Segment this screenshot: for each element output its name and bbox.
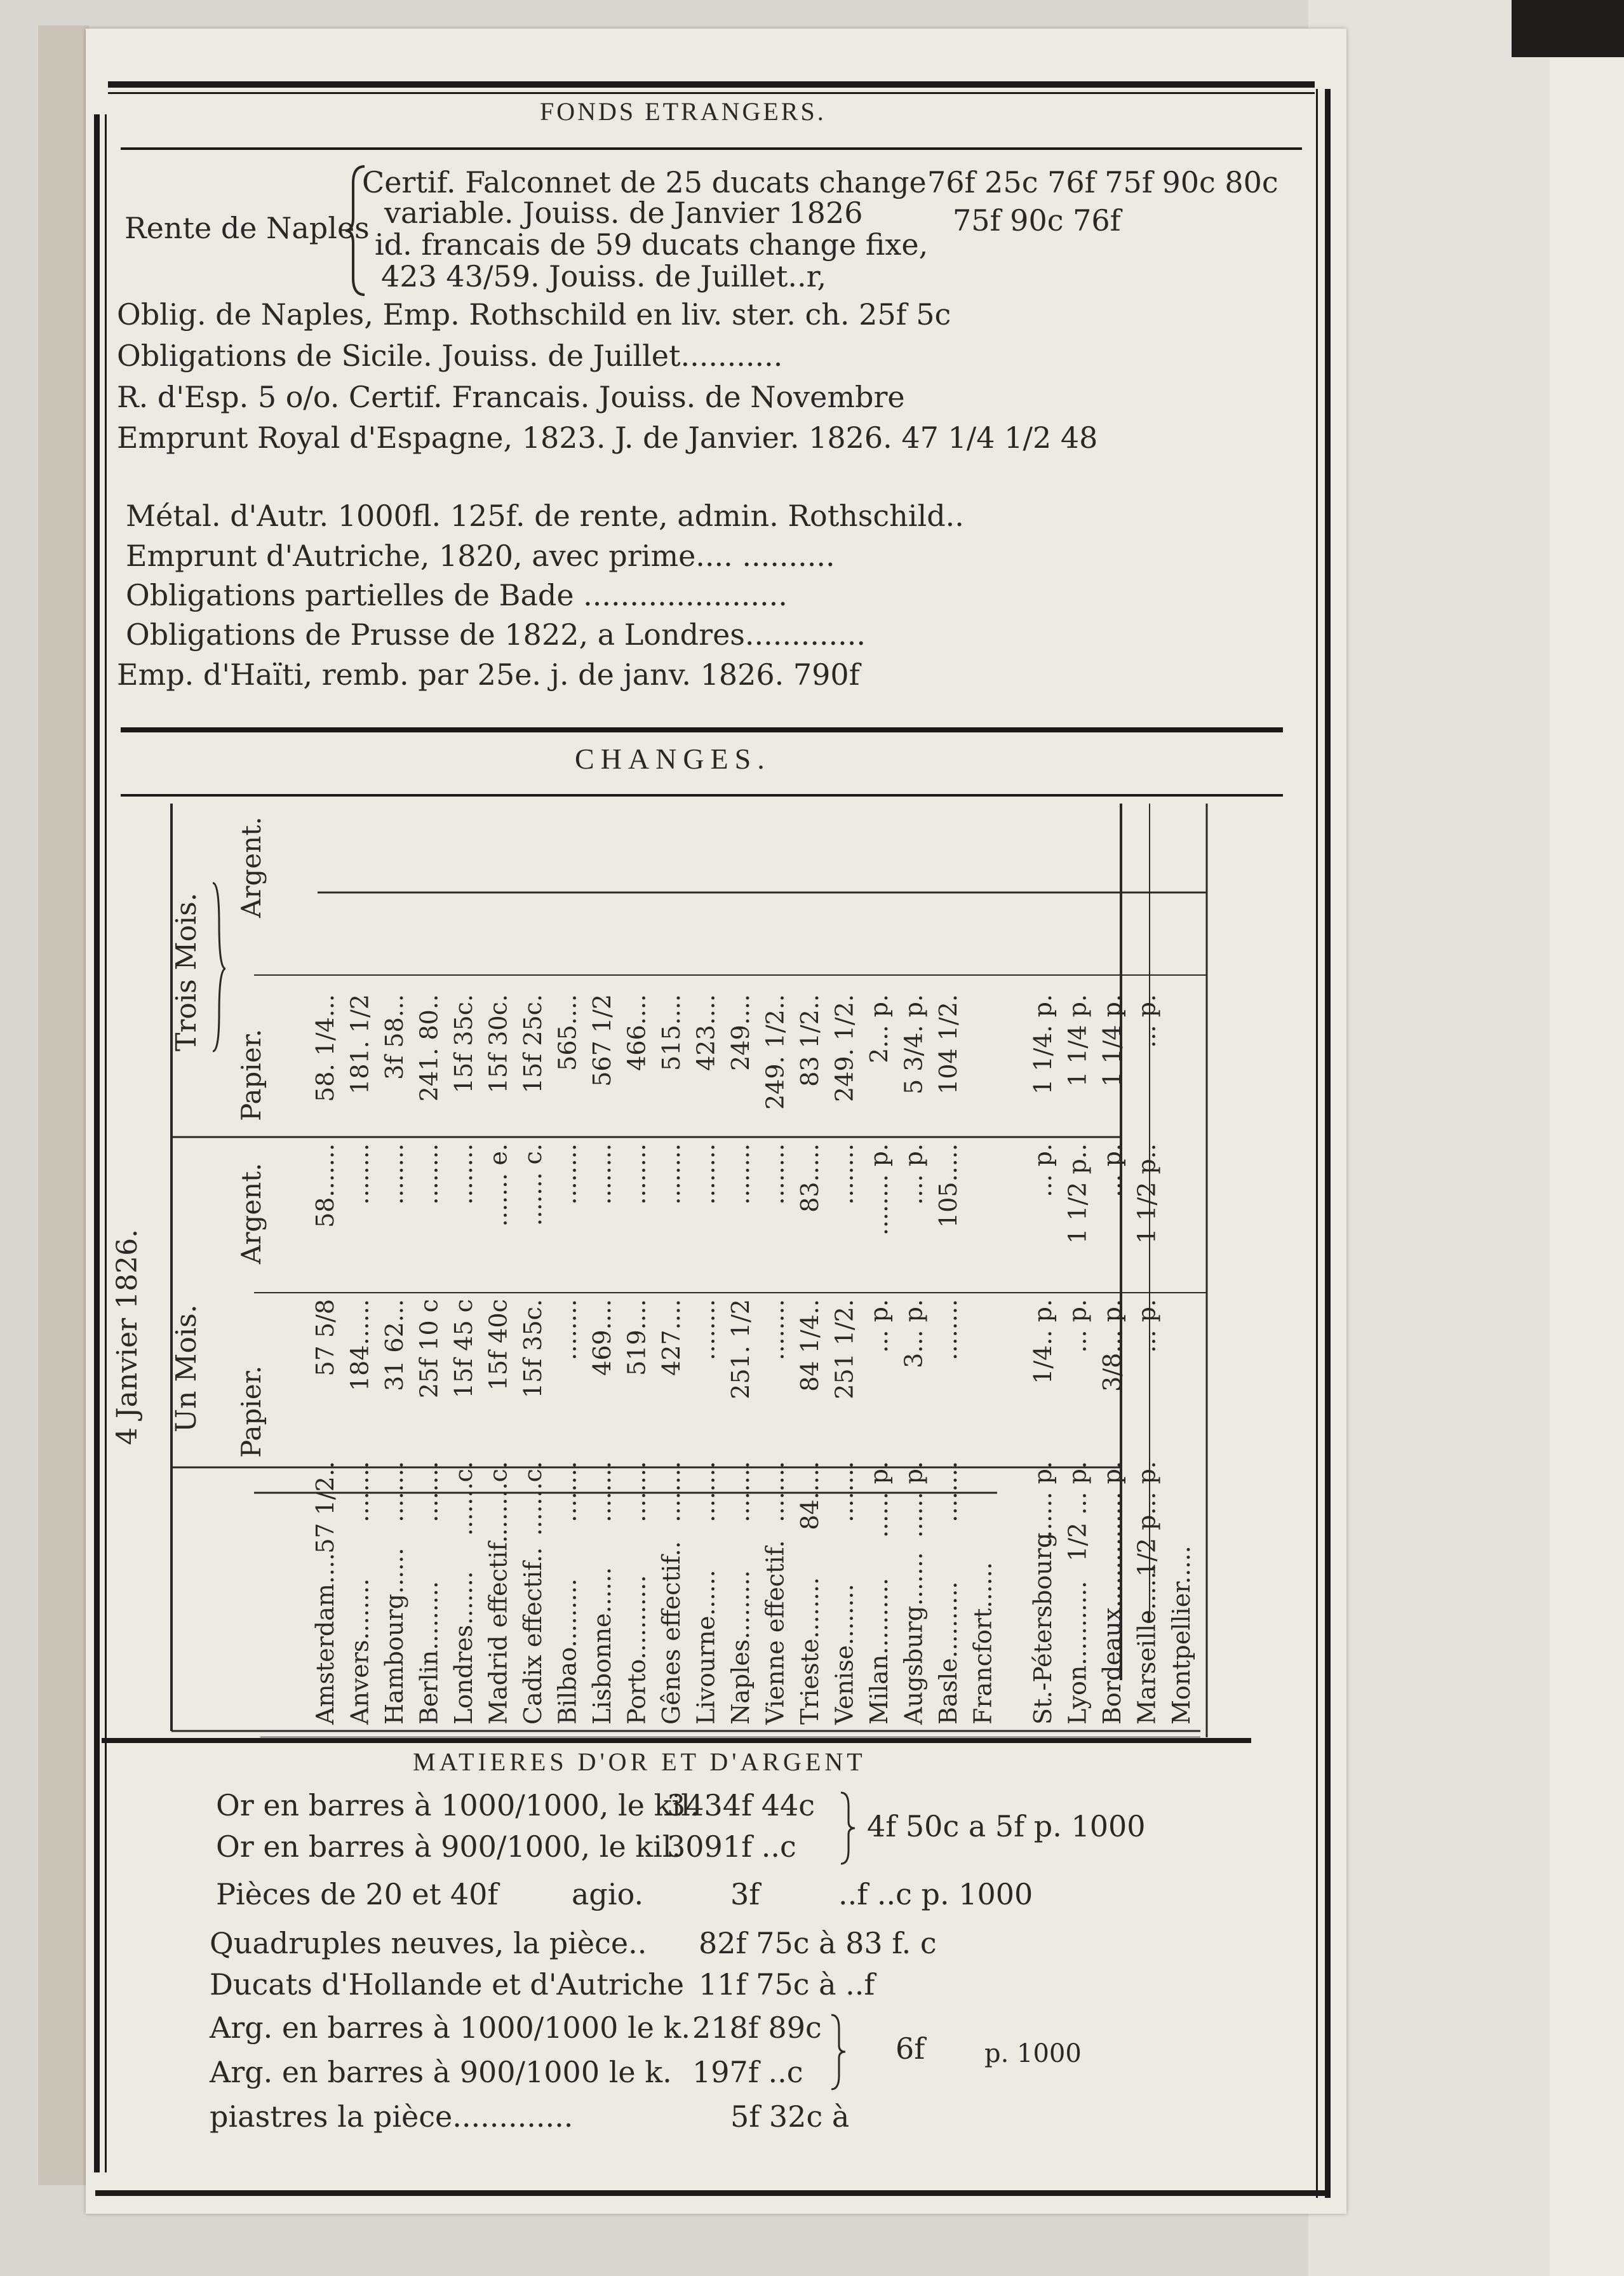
un-argent-value: 84 1/4.. — [796, 1299, 824, 1392]
un-papier-value: ....... p. — [1029, 1461, 1057, 1546]
un-argent-value: 184...... — [346, 1299, 374, 1392]
un-argent-value: 251 1/2. — [830, 1299, 859, 1399]
mat-row-8-price: 5f 32c à — [730, 2099, 850, 2134]
trois-argent-value: 249.... — [727, 994, 755, 1071]
trois-papier-value: ........ — [450, 1143, 478, 1205]
mat-row-7-price: 197f ..c — [692, 2055, 803, 2089]
trois-argent-value: 2... p. — [865, 994, 893, 1063]
city-label: Francfort...... — [969, 1562, 997, 1725]
un-argent-value: ... p. — [1063, 1299, 1092, 1353]
un-papier-value: ........ — [934, 1461, 962, 1523]
trois-papier-value: ........ — [588, 1143, 616, 1205]
fonds-line-6: Emprunt d'Autriche, 1820, avec prime.... .......... — [126, 539, 835, 573]
trois-argent-value: 83 1/2.. — [796, 994, 824, 1087]
un-papier-value: ........ — [553, 1461, 582, 1523]
mat-brace-2-b: p. 1000 — [984, 2039, 1082, 2068]
un-argent-value: ... p. — [1132, 1299, 1161, 1353]
adjacent-page-edge — [1550, 57, 1624, 2276]
trois-papier-value: .... p. — [899, 1143, 928, 1205]
un-argent-column — [311, 1299, 1161, 1399]
fonds-line-2: Obligations de Sicile. Jouiss. de Juillet........... — [117, 339, 783, 373]
un-argent-value: 15f 40c — [484, 1299, 513, 1391]
fonds-line-9: Emp. d'Haïti, remb. par 25e. j. de janv. 1826. 790f — [117, 657, 860, 692]
mat-row-3-price: 3f — [730, 1877, 760, 1911]
city-label: Basle.......... — [934, 1581, 962, 1725]
rente-price-1: 76f 25c 76f 75f 90c 80c — [927, 165, 1278, 199]
trois-papier-value: ........ — [692, 1143, 720, 1205]
changes-date: 4 Janvier 1826. — [111, 1229, 144, 1445]
changes-title: CHANGES. — [575, 743, 771, 775]
fonds-title: FONDS ETRANGERS. — [540, 97, 826, 126]
trois-argent-value: 15f 30c. — [484, 994, 513, 1094]
un-argent-value: 469.... — [588, 1299, 616, 1376]
un-argent-value: ........ — [934, 1299, 962, 1361]
trois-papier-value: ........ — [830, 1143, 859, 1205]
group-trois: Trois Mois. — [170, 892, 203, 1051]
city-label: Marseille...... — [1132, 1563, 1161, 1725]
un-argent-value: ... p. — [865, 1299, 893, 1353]
un-papier-value: ........ — [415, 1461, 443, 1523]
trois-argent-value: ... p. — [1132, 994, 1161, 1048]
city-label: Naples......... — [727, 1570, 755, 1725]
mat-brace-2-a: 6f — [896, 2031, 925, 2066]
trois-papier-value: 105..... — [934, 1143, 962, 1228]
trois-argent-head: Argent. — [236, 816, 267, 918]
mat-brace-1 — [838, 1790, 857, 1866]
city-label: Trieste........ — [796, 1577, 824, 1725]
un-argent-value: ........ — [761, 1299, 789, 1361]
mat-row-6-price: 218f 89c — [692, 2010, 822, 2045]
mat-row-3-mid: agio. — [572, 1877, 644, 1911]
right-border — [1325, 89, 1331, 2198]
mat-row-3-label: Pièces de 20 et 40f — [216, 1877, 499, 1911]
matieres-top-rule — [102, 1738, 1251, 1743]
trois-argent-value: 3f 58... — [380, 994, 408, 1080]
mat-brace-2 — [829, 2012, 848, 2092]
mat-row-3-extra: ..f ..c p. 1000 — [838, 1877, 1033, 1911]
un-papier-value: .......c. — [484, 1461, 513, 1536]
city-label: Bilbao......... — [553, 1578, 582, 1725]
trois-papier-value: ........ — [553, 1143, 582, 1205]
fonds-line-5: Métal. d'Autr. 1000fl. 125f. de rente, admin. Rothschild.. — [126, 499, 964, 533]
fonds-title-rule — [121, 147, 1302, 150]
mat-brace-1-text: 4f 50c a 5f p. 1000 — [867, 1809, 1146, 1843]
trois-papier-value: ....... e. — [484, 1143, 513, 1227]
mat-row-4-label: Quadruples neuves, la pièce.. — [210, 1926, 647, 1960]
top-rule — [108, 81, 1315, 88]
un-papier-value: .......c. — [519, 1461, 547, 1536]
city-label: Montpellier..... — [1167, 1545, 1195, 1725]
un-papier-value: 57 1/2.. — [311, 1461, 339, 1554]
un-argent-value: 31 62... — [380, 1299, 408, 1392]
trois-papier-value: ........ — [761, 1143, 789, 1205]
trois-papier-value: ... p. — [1098, 1143, 1126, 1197]
un-papier-value: 1/2 ... p. — [1063, 1461, 1092, 1561]
city-label: Gênes effectif.. — [657, 1541, 685, 1725]
un-argent-value: 57 5/8 — [311, 1299, 339, 1377]
city-label: Lisbonne...... — [588, 1566, 616, 1725]
mat-row-1-price: 3434f 44c — [667, 1788, 815, 1822]
rente-line-3: id. francais de 59 ducats change fixe, — [375, 227, 929, 262]
un-papier-value: ........ — [657, 1461, 685, 1523]
un-papier-value: 1/2 p... p. — [1132, 1461, 1161, 1577]
fonds-line-3: R. d'Esp. 5 o/o. Certif. Francais. Jouiss. de Novembre — [117, 380, 905, 414]
cities-column — [311, 1533, 1195, 1725]
un-papier-value: ........ — [830, 1461, 859, 1523]
city-label: Berlin......... — [415, 1580, 443, 1725]
un-papier-value: ...... p. — [899, 1461, 928, 1538]
trois-papier-column — [311, 1143, 1161, 1244]
trois-papier-value: 83..... — [796, 1143, 824, 1213]
trois-argent-value: 515.... — [657, 994, 685, 1071]
changes-title-rule — [121, 794, 1283, 797]
changes-top-rule — [121, 727, 1283, 732]
right-border-thin — [1316, 89, 1318, 2198]
mat-row-2-price: 3091f ..c — [667, 1829, 796, 1864]
trois-papier-value: ........ p. — [865, 1143, 893, 1236]
fonds-line-1: Oblig. de Naples, Emp. Rothschild en liv. ster. ch. 25f 5c — [117, 297, 951, 332]
un-argent-value: ........ — [692, 1299, 720, 1361]
top-rule-thin — [108, 92, 1315, 94]
un-papier-value: ...... p. — [865, 1461, 893, 1538]
trois-papier-value: 1 1/2 p.. — [1132, 1143, 1161, 1244]
trois-argent-value: 1 1/4 p. — [1098, 994, 1126, 1087]
city-label: Augsburg....... — [899, 1552, 928, 1725]
trois-argent-value: 5 3/4. p. — [899, 994, 928, 1094]
trois-papier-value: ........ — [380, 1143, 408, 1205]
left-border-thin — [105, 114, 107, 2172]
trois-argent-value: 466.... — [622, 994, 651, 1071]
trois-papier-value: ........ — [415, 1143, 443, 1205]
un-papier-value: ........ — [346, 1461, 374, 1523]
rente-line-2: variable. Jouiss. de Janvier 1826 — [384, 196, 863, 230]
un-papier-value: ........ — [692, 1461, 720, 1523]
trois-argent-column — [311, 994, 1161, 1110]
city-label: Hambourg...... — [380, 1547, 408, 1725]
un-argent-value: 3/8... p. — [1098, 1299, 1126, 1392]
un-argent-head: Argent. — [236, 1162, 267, 1264]
city-label: Porto........... — [622, 1575, 651, 1725]
un-argent-value: 15f 45 c — [450, 1299, 478, 1399]
rente-line-1: Certif. Falconnet de 25 ducats change — [362, 165, 927, 199]
city-label: Amsterdam.... — [311, 1552, 339, 1725]
trois-papier-value: ....... c. — [519, 1143, 547, 1226]
un-argent-value: 1/4.. p. — [1029, 1299, 1057, 1384]
mat-row-7-label: Arg. en barres à 900/1000 le k. — [210, 2055, 672, 2089]
group-un: Un Mois. — [170, 1304, 203, 1432]
trois-argent-value: 565.... — [553, 994, 582, 1071]
mat-row-5-label: Ducats d'Hollande et d'Autriche — [210, 1967, 685, 2002]
city-label: Vienne effectif. — [761, 1540, 789, 1725]
mat-row-1-label: Or en barres à 1000/1000, le kil. — [216, 1788, 700, 1822]
left-border — [94, 114, 100, 2172]
trois-argent-value: 15f 35c. — [450, 994, 478, 1094]
matieres-title: MATIERES D'OR ET D'ARGENT — [413, 1747, 866, 1776]
un-argent-value: 3... p. — [899, 1299, 928, 1368]
city-label: Cadix effectif.. — [519, 1547, 547, 1725]
page-edge — [38, 25, 89, 2185]
city-label: Anvers........ — [346, 1578, 374, 1725]
un-papier-value: ........ — [727, 1461, 755, 1523]
bottom-rule — [95, 2190, 1331, 2196]
mat-row-8-label: piastres la pièce............. — [210, 2099, 574, 2134]
city-label: Lyon........... — [1063, 1580, 1092, 1725]
city-label: St.-Pétersbourg — [1029, 1532, 1057, 1725]
mat-row-6-label: Arg. en barres à 1000/1000 le k. — [210, 2010, 691, 2045]
un-papier-value: ........ — [622, 1461, 651, 1523]
trois-argent-value: 58. 1/4... — [311, 994, 339, 1102]
city-label: Venise........ — [830, 1584, 859, 1725]
rente-line-4: 423 43/59. Jouiss. de Juillet..r, — [381, 259, 827, 293]
trois-argent-value: 567 1/2 — [588, 994, 616, 1087]
un-argent-value: 427.... — [657, 1299, 685, 1376]
trois-argent-value: 1 1/4 p. — [1063, 994, 1092, 1087]
fonds-line-4: Emprunt Royal d'Espagne, 1823. J. de Janvier. 1826. 47 1/4 1/2 48 — [117, 421, 1098, 455]
trois-argent-value: 249. 1/2.. — [761, 994, 789, 1110]
trois-papier-value: ........ — [727, 1143, 755, 1205]
un-papier-value: ........ — [380, 1461, 408, 1523]
trois-argent-value: 249. 1/2. — [830, 994, 859, 1102]
fonds-line-7: Obligations partielles de Bade ...................... — [126, 578, 788, 612]
un-argent-value: 25f 10 c — [415, 1299, 443, 1399]
un-papier-value: ........ p. — [1098, 1461, 1126, 1554]
rente-naples-label: Rente de Naples — [124, 211, 370, 245]
un-papier-value: ........ — [761, 1461, 789, 1523]
un-argent-value: 519.... — [622, 1299, 651, 1376]
city-label: Bordeaux....... — [1098, 1554, 1126, 1725]
trois-argent-value: 15f 25c. — [519, 994, 547, 1094]
changes-table — [108, 797, 1315, 1737]
fonds-line-8: Obligations de Prusse de 1822, a Londres............. — [126, 617, 866, 652]
trois-papier-value: ........ — [657, 1143, 685, 1205]
un-papier-value: ........ — [588, 1461, 616, 1523]
trois-argent-value: 181. 1/2 — [346, 994, 374, 1094]
mat-row-4-price: 82f 75c à 83 f. c — [699, 1926, 937, 1960]
un-papier-value: 84..... — [796, 1461, 824, 1530]
un-argent-value: 15f 35c. — [519, 1299, 547, 1399]
trois-papier-value: ... p. — [1029, 1143, 1057, 1197]
trois-argent-value: 423.... — [692, 994, 720, 1071]
city-label: Milan.......... — [865, 1577, 893, 1725]
city-label: Livourne...... — [692, 1570, 720, 1725]
trois-argent-value: 104 1/2. — [934, 994, 962, 1094]
trois-argent-value: 241. 80.. — [415, 994, 443, 1102]
un-papier-value: .......c. — [450, 1461, 478, 1536]
mat-row-2-label: Or en barres à 900/1000, le kil. — [216, 1829, 681, 1864]
trois-papier-value: ........ — [622, 1143, 651, 1205]
city-label: Madrid effectif. — [484, 1535, 513, 1725]
city-label: Londres....... — [450, 1571, 478, 1725]
dark-corner — [1512, 0, 1624, 57]
trois-papier-value: 1 1/2 p.. — [1063, 1143, 1092, 1244]
un-argent-value: ........ — [553, 1299, 582, 1361]
rente-price-2: 75f 90c 76f — [953, 203, 1121, 238]
trois-papier-value: 58....... — [311, 1143, 339, 1228]
mat-row-5-price: 11f 75c à ..f — [699, 1967, 875, 2002]
trois-papier-value: ........ — [346, 1143, 374, 1205]
trois-papier-head: Papier. — [236, 1028, 267, 1121]
un-papier-head: Papier. — [236, 1365, 267, 1458]
un-argent-value: 251. 1/2 — [727, 1299, 755, 1399]
trois-argent-value: 1 1/4. p. — [1029, 994, 1057, 1094]
